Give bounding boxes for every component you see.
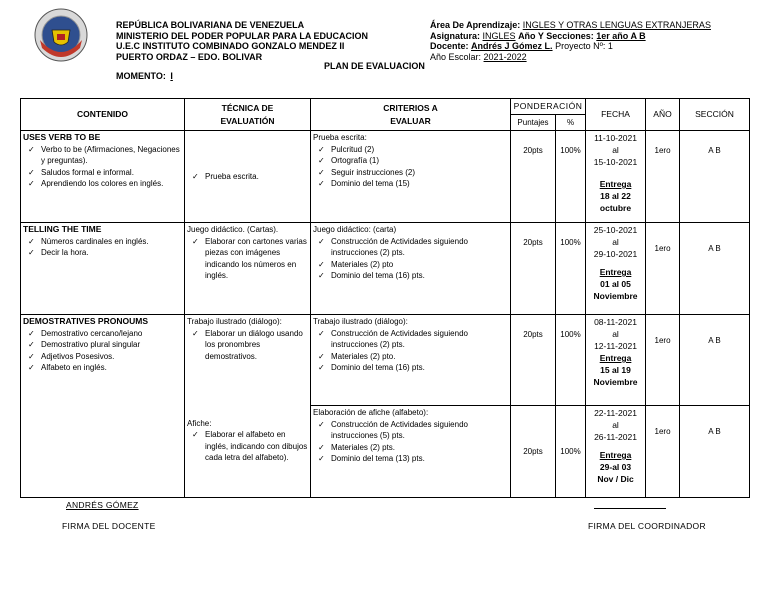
proyecto-label: Proyecto — [555, 41, 591, 51]
anio-label: Año Escolar: — [430, 51, 482, 62]
list-item: ✓ Materiales (2) pto — [331, 259, 508, 271]
content-title: TELLING THE TIME — [23, 224, 102, 234]
entrega-range: 15 al 19 — [600, 365, 631, 375]
entrega-label: Entrega — [599, 450, 632, 460]
table-row — [21, 131, 750, 223]
list-item: ✓ Dominio del tema (16) pts. — [331, 270, 508, 282]
area-label: Área De Aprendizaje: — [430, 20, 521, 30]
contenido-cell — [21, 315, 185, 498]
list-item: ✓ Prueba escrita. — [205, 171, 308, 183]
content-title: USES VERB TO BE — [23, 132, 101, 142]
col-pct: % — [556, 115, 586, 131]
puntajes-cell: 20pts — [511, 315, 556, 406]
list-item: ✓ Adjetivos Posesivos. — [41, 351, 182, 363]
fecha-inicio: 22-11-2021 — [594, 408, 637, 418]
anio-cell: 1ero — [646, 315, 680, 406]
criterios-title: Trabajo ilustrado (diálogo): — [313, 317, 408, 326]
seccion-cell: A B — [680, 406, 750, 498]
entrega-range: 01 al 05 — [600, 279, 631, 289]
school-logo — [34, 8, 88, 62]
criterios-cell — [311, 406, 511, 498]
col-criterios-line1: CRITERIOS A — [383, 102, 438, 113]
header-details — [430, 20, 711, 62]
tecnica-title: Trabajo ilustrado (diálogo): — [187, 317, 282, 326]
asignatura-line — [430, 31, 711, 42]
seccion-cell: A B — [680, 223, 750, 315]
docente-value: Andrés J Gómez L. — [471, 41, 553, 51]
pct-cell: 100% — [556, 406, 586, 498]
criterios-title: Juego didáctico: (carta) — [313, 225, 397, 234]
entrega-range: 18 al 22 — [600, 191, 631, 201]
anio-value: 2021-2022 — [483, 51, 527, 62]
momento-value: I — [170, 71, 173, 81]
docente-signature-name: ANDRÉS GÓMEZ — [66, 500, 139, 510]
list-item: ✓ Seguir instrucciones (2) — [331, 167, 508, 179]
fecha-inicio: 25-10-2021 — [593, 225, 638, 235]
header-line-3: U.E.C INSTITUTO COMBINADO GONZALO MENDEZ II — [116, 41, 345, 51]
fecha-fin: 12-11-2021 — [594, 341, 637, 351]
criterios-cell — [311, 223, 511, 315]
col-criterios-line2: EVALUAR — [390, 115, 431, 126]
secciones-value: 1er año A B — [596, 30, 646, 41]
firma-coordinador-label: FIRMA DEL COORDINADOR — [588, 521, 706, 531]
contenido-cell — [21, 131, 185, 223]
list-item: ✓ Dominio del tema (15) — [331, 178, 508, 190]
momento — [116, 71, 175, 82]
entrega-month: Nov / Dic — [597, 474, 634, 484]
coordinator-signature-line — [594, 508, 666, 509]
col-tecnica — [185, 99, 311, 131]
col-anio: AÑO — [646, 99, 680, 131]
header-institution — [116, 20, 368, 62]
area-line — [430, 20, 711, 31]
plan-title: PLAN DE EVALUACION — [324, 61, 425, 71]
list-item: ✓ Ortografía (1) — [331, 155, 508, 167]
criterios-list — [313, 419, 508, 465]
tecnica-list — [187, 328, 308, 363]
content-list — [23, 144, 182, 190]
area-value: INGLES Y OTRAS LENGUAS EXTRANJERAS — [522, 20, 711, 30]
fecha-al: al — [612, 237, 619, 247]
anio-cell: 1ero — [646, 406, 680, 498]
contenido-cell — [21, 223, 185, 315]
list-item: ✓ Elaborar el alfabeto en inglés, indicando con dibujos cada letra del alfabeto). — [205, 429, 308, 464]
criterios-cell — [311, 315, 511, 406]
entrega-label: Entrega — [599, 267, 632, 277]
col-fecha: FECHA — [586, 99, 646, 131]
col-contenido: CONTENIDO — [21, 99, 185, 131]
anio-line — [430, 52, 711, 63]
table-header-row — [21, 99, 750, 115]
content-title: DEMOSTRATIVES PRONOUMS — [23, 316, 148, 326]
tecnica-cell — [185, 223, 311, 315]
list-item: ✓ Construcción de Actividades siguiendo instrucciones (2) pts. — [331, 236, 508, 259]
fecha-fin: 26-11-2021 — [594, 432, 637, 442]
list-item: ✓ Materiales (2) pts. — [331, 442, 508, 454]
pct-cell: 100% — [556, 315, 586, 406]
tecnica-list — [187, 171, 308, 183]
list-item: ✓ Materiales (2) pto. — [331, 351, 508, 363]
list-item: ✓ Números cardinales en inglés. — [41, 236, 182, 248]
proyecto-value: Nº: 1 — [593, 41, 613, 51]
fecha-fin: 29-10-2021 — [593, 249, 638, 259]
tecnica-title: Juego didáctico. (Cartas). — [187, 225, 279, 234]
entrega-label: Entrega — [599, 179, 632, 189]
docente-label: Docente: — [430, 41, 469, 51]
evaluation-plan-table — [20, 98, 750, 498]
criterios-title: Elaboración de afiche (alfabeto): — [313, 408, 429, 417]
criterios-list — [313, 144, 508, 190]
col-seccion: SECCIÓN — [680, 99, 750, 131]
secciones-label: Año Y Secciones: — [518, 30, 594, 41]
tecnica-title: Afiche: — [187, 418, 212, 428]
entrega-month: Noviembre — [593, 291, 638, 301]
table-row — [21, 223, 750, 315]
entrega-month: Noviembre — [593, 377, 638, 387]
puntajes-cell: 20pts — [511, 406, 556, 498]
entrega-range: 29-al 03 — [599, 462, 632, 472]
list-item: ✓ Demostrativo plural singular — [41, 339, 182, 351]
col-puntajes: Puntajes — [511, 115, 556, 131]
list-item: ✓ Elaborar con cartones varias piezas con imágenes indicando los números en inglés. — [205, 236, 308, 282]
seccion-cell: A B — [680, 315, 750, 406]
fecha-inicio: 08-11-2021 — [594, 317, 637, 327]
col-tecnica-line2: EVALUATIÓN — [220, 115, 275, 126]
docente-line — [430, 41, 711, 52]
seccion-cell: A B — [680, 131, 750, 223]
header-line-1: REPÚBLICA BOLIVARIANA DE VENEZUELA — [116, 20, 305, 30]
fecha-cell — [586, 315, 646, 406]
firma-docente-label: FIRMA DEL DOCENTE — [62, 521, 156, 531]
header-line-2: MINISTERIO DEL PODER POPULAR PARA LA EDUCACION — [116, 30, 369, 41]
list-item: ✓ Aprendiendo los colores en inglés. — [41, 178, 182, 190]
anio-cell: 1ero — [646, 131, 680, 223]
fecha-cell — [586, 406, 646, 498]
entrega-label: Entrega — [599, 353, 632, 363]
fecha-inicio: 11-10-2021 — [594, 133, 637, 143]
asignatura-value: INGLES — [482, 30, 516, 41]
col-criterios — [311, 99, 511, 131]
col-ponderacion: PONDERACIÓN — [511, 99, 586, 115]
content-list — [23, 236, 182, 259]
puntajes-cell: 20pts — [511, 131, 556, 223]
puntajes-cell: 20pts — [511, 223, 556, 315]
tecnica-cell — [185, 131, 311, 223]
fecha-al: al — [612, 145, 619, 155]
fecha-cell — [586, 131, 646, 223]
tecnica-list — [187, 236, 308, 282]
list-item: ✓ Demostrativo cercano/lejano — [41, 328, 182, 340]
header-line-4: PUERTO ORDAZ – EDO. BOLIVAR — [116, 51, 263, 62]
anio-cell: 1ero — [646, 223, 680, 315]
list-item: ✓ Decir la hora. — [41, 247, 182, 259]
col-tecnica-line1: TÉCNICA DE — [221, 102, 274, 113]
list-item: ✓ Verbo to be (Afirmaciones, Negaciones y preguntas). — [41, 144, 182, 167]
criterios-list — [313, 236, 508, 282]
criterios-cell — [311, 131, 511, 223]
list-item: ✓ Alfabeto en inglés. — [41, 362, 182, 374]
fecha-al: al — [612, 420, 619, 430]
fecha-fin: 15-10-2021 — [593, 157, 638, 167]
criterios-list — [313, 328, 508, 374]
list-item: ✓ Dominio del tema (13) pts. — [331, 453, 508, 465]
list-item: ✓ Saludos formal e informal. — [41, 167, 182, 179]
pct-cell: 100% — [556, 223, 586, 315]
table-row — [21, 315, 750, 406]
tecnica-cell — [185, 315, 311, 406]
content-list — [23, 328, 182, 374]
list-item: ✓ Construcción de Actividades siguiendo instrucciones (2) pts. — [331, 328, 508, 351]
momento-label: MOMENTO: — [116, 71, 166, 81]
list-item: ✓ Dominio del tema (16) pts. — [331, 362, 508, 374]
fecha-al: al — [612, 329, 619, 339]
list-item: ✓ Construcción de Actividades siguiendo instrucciones (5) pts. — [331, 419, 508, 442]
list-item: ✓ Pulcritud (2) — [331, 144, 508, 156]
tecnica-list — [187, 429, 308, 464]
pct-cell: 100% — [556, 131, 586, 223]
list-item: ✓ Elaborar un diálogo usando los pronombres demostrativos. — [205, 328, 308, 363]
entrega-month: octubre — [599, 203, 632, 213]
criterios-title: Prueba escrita: — [313, 133, 367, 142]
asignatura-label: Asignatura: — [430, 30, 481, 41]
tecnica-cell — [185, 406, 311, 498]
fecha-cell — [586, 223, 646, 315]
